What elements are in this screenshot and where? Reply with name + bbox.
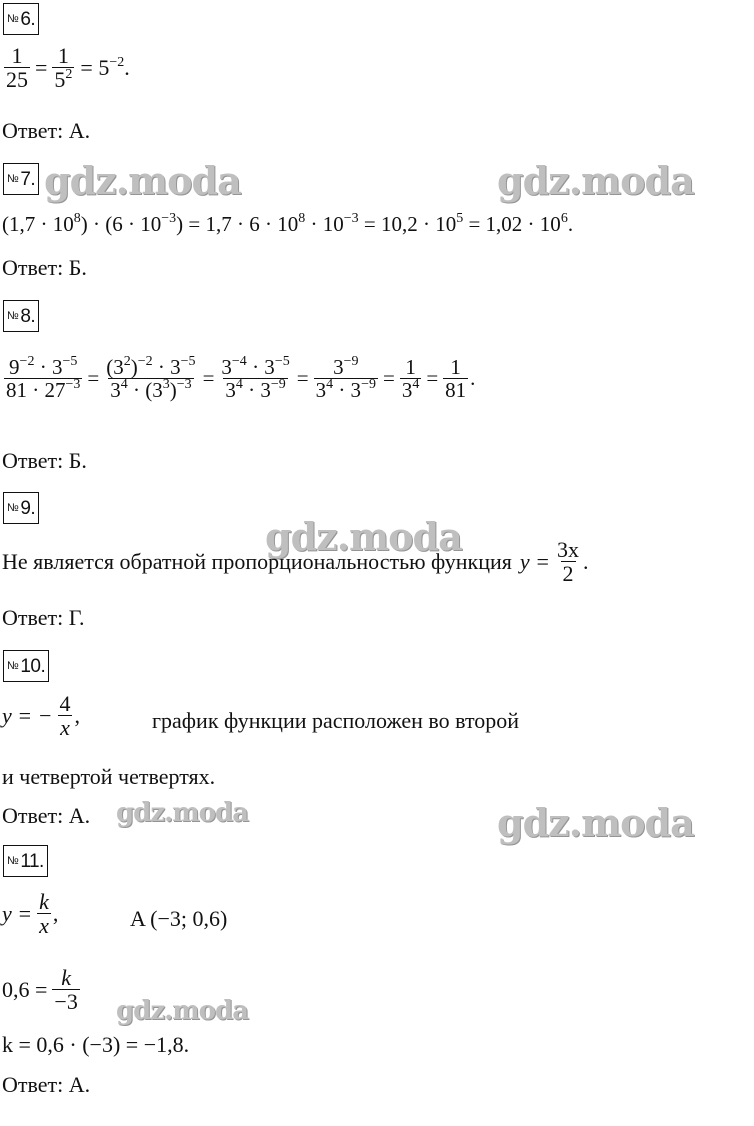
watermark: gdz.moda	[116, 996, 249, 1026]
watermark: gdz.moda	[497, 800, 694, 845]
fraction: $\frac{k}{x}$	[39, 889, 49, 939]
problem-11-answer: Ответ: А.	[2, 1072, 91, 1097]
fraction: $\frac{3^{-4} \cdot 3^{-5}}{3^4 \cdot 3^{-9}}$	[221, 354, 290, 403]
problem-10-badge: № 10.	[3, 650, 49, 682]
problem-7-equation: $(1,7 \cdot 10^8) \cdot (6 \cdot 10^{-3}) = 1,7 \cdot 6 \cdot 10^8 \cdot 10^{-3} = 10,2 \cdot 10^5 = 1,02 \cdot 10^6$.	[2, 211, 574, 236]
watermark: gdz.moda	[44, 158, 241, 203]
problem-11-substitution: 0,6 = $\frac{k}{-3}$	[2, 965, 78, 1015]
fraction: $\frac{4}{x}$	[59, 691, 71, 741]
problem-6-equation: $\frac{1}{25}$ = $\frac{1}{5^2}$ = $5^{-2}$.	[6, 43, 130, 93]
problem-11-badge: № 11.	[3, 845, 48, 877]
watermark: gdz.moda	[265, 514, 462, 559]
problem-11-result: k = 0,6 · (−3) = −1,8.	[2, 1032, 190, 1057]
fraction: $\frac{1}{81}$	[445, 355, 467, 403]
watermark: gdz.moda	[116, 798, 249, 828]
fraction: $\frac{3x}{2}$	[557, 537, 580, 587]
fraction: $\frac{(3^2)^{-2} \cdot 3^{-5}}{3^4 \cdot (3^3)^{-3}}$	[106, 354, 196, 403]
problem-6-badge: № 6.	[3, 3, 39, 35]
problem-7-answer: Ответ: Б.	[2, 255, 87, 280]
problem-11-point: A (−3; 0,6)	[130, 906, 228, 931]
problem-11-equation: y = $\frac{k}{x}$ ,	[2, 889, 59, 939]
problem-7-badge: № 7.	[3, 163, 39, 195]
problem-9-statement: Не является обратной пропорциональностью функция y = $\frac{3x}{2}$ .	[2, 537, 589, 587]
problem-6-answer: Ответ: А.	[2, 118, 91, 143]
fraction: $\frac{3^{-9}}{3^4 \cdot 3^{-9}}$	[315, 354, 376, 403]
fraction: $\frac{1}{25}$	[6, 43, 28, 93]
problem-10-text-line-1: график функции расположен во второй	[152, 708, 520, 733]
problem-10-answer: Ответ: А.	[2, 803, 91, 828]
problem-9-badge: № 9.	[3, 492, 39, 524]
fraction: $\frac{9^{-2} \cdot 3^{-5}}{81 \cdot 27^{-3}}$	[6, 354, 81, 403]
problem-10-text-line-2: и четвертой четвертях.	[2, 764, 216, 789]
fraction: $\frac{1}{5^2}$	[54, 43, 73, 93]
problem-10-equation: y = − $\frac{4}{x}$ ,	[2, 691, 80, 741]
problem-8-badge: № 8.	[3, 300, 39, 332]
problem-9-answer: Ответ: Г.	[2, 605, 85, 630]
problem-8-equation: $\frac{9^{-2} \cdot 3^{-5}}{81 \cdot 27^{-3}}$ = $\frac{(3^2)^{-2} \cdot 3^{-5}}{3^4 \cdot (3^3)^{-3}}$ = $\frac{3^{-4} \cdot 3^{-5}}{3^4 \cdot 3^{-9}}$ = $\frac{3^{-9}}{3^4 \cdot 3^{-9}}$ = $\frac{1}{3^4}$ = $\frac{1}{81}$ .	[6, 354, 476, 403]
problem-8-answer: Ответ: Б.	[2, 448, 87, 473]
fraction: $\frac{k}{-3}$	[54, 965, 78, 1015]
fraction: $\frac{1}{3^4}$	[401, 355, 420, 403]
watermark: gdz.moda	[497, 158, 694, 203]
